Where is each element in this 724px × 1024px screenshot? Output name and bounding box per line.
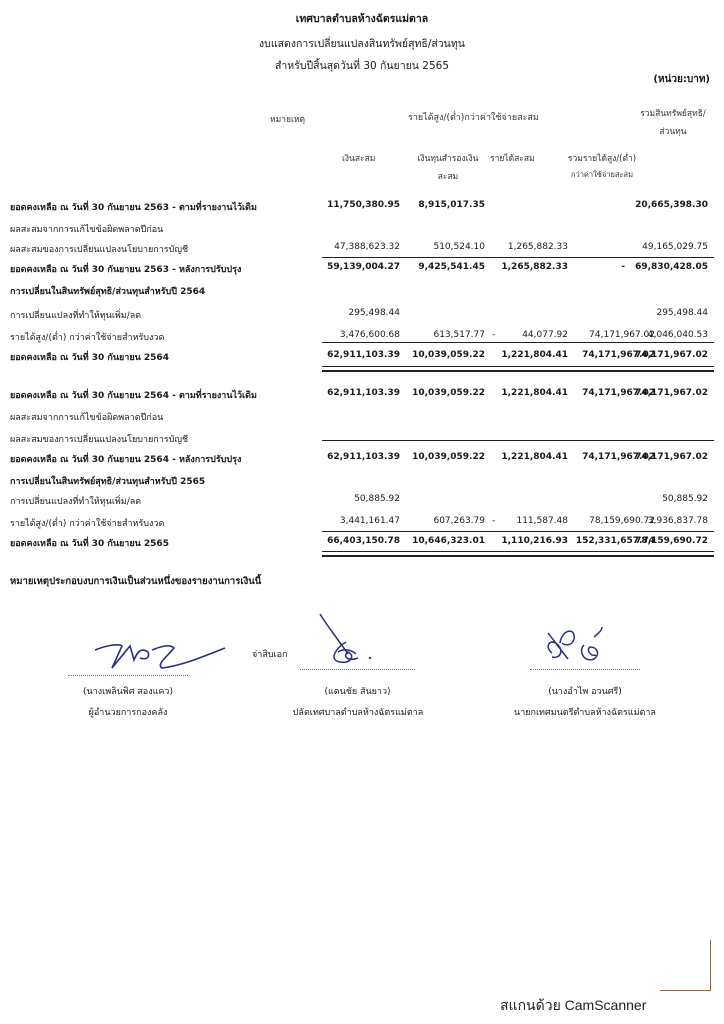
subtotal-rule	[322, 440, 714, 441]
cell-c1: 50,885.92	[354, 494, 400, 504]
row-label: ยอดคงเหลือ ณ วันที่ 30 กันยายน 2564	[10, 353, 169, 363]
row-label: การเปลี่ยนในสินทรัพย์สุทธิ/ส่วนทุนสำหรับปี 2564	[10, 287, 206, 297]
footnote: หมายเหตุประกอบงบการเงินเป็นส่วนหนึ่งของรายงานการเงินนี้	[10, 576, 262, 587]
cell-c5: 4,046,040.53	[647, 330, 708, 340]
signatory-3-name: (นางอำไพ อวนศรี)	[548, 687, 622, 697]
cell-c4: -	[621, 262, 625, 272]
col-c2-header-1: เงินทุนสำรองเงิน	[417, 154, 479, 164]
signature-line-2	[300, 669, 415, 670]
row-label: ยอดคงเหลือ ณ วันที่ 30 กันยายน 2564 - หลังการปรับปรุง	[10, 455, 242, 465]
cell-c1: 62,911,103.39	[327, 452, 400, 462]
row-label: รายได้สูง/(ต่ำ) กว่าค่าใช้จ่ายสำหรับงวด	[10, 519, 165, 529]
cell-c4: 74,171,967.02	[582, 388, 655, 398]
col-c2-header-2: สะสม	[437, 172, 459, 182]
cell-c5: 78,159,690.72	[635, 536, 708, 546]
cell-c5: 74,171,967.02	[635, 388, 708, 398]
cell-c3: 1,265,882.33	[501, 262, 568, 272]
row-label: ผลสะสมของการเปลี่ยนแปลงนโยบายการบัญชี	[10, 435, 189, 445]
cell-c3: 1,110,216.93	[501, 536, 568, 546]
cell-c3: 1,221,804.41	[501, 350, 568, 360]
signature-line-3	[530, 669, 640, 670]
cell-c3: 1,221,804.41	[501, 452, 568, 462]
signatory-2-name: (แดนชัย สันยาว)	[324, 687, 391, 697]
cell-c1: 11,750,380.95	[327, 200, 400, 210]
cell-c3: 44,077.92	[522, 330, 568, 340]
cell-c4: 78,159,690.72	[589, 516, 655, 526]
subtotal-rule	[322, 257, 714, 258]
row-label: ยอดคงเหลือ ณ วันที่ 30 กันยายน 2563 - ตามที่รายงานไว้เดิม	[10, 203, 257, 213]
cell-c5: 20,665,398.30	[635, 200, 708, 210]
col-c4-header-2: กว่าค่าใช้จ่ายสะสม	[570, 170, 634, 179]
cell-c4: 74,171,967.02	[582, 452, 655, 462]
row-label: การเปลี่ยนแปลงที่ทำให้ทุนเพิ่ม/ลด	[10, 311, 142, 321]
cell-c2: 10,646,323.01	[412, 536, 485, 546]
cell-c1: 3,476,600.68	[339, 330, 400, 340]
total-double-rule	[322, 366, 714, 372]
statement-title: งบแสดงการเปลี่ยนแปลงสินทรัพย์สุทธิ/ส่วนทุน	[259, 38, 465, 50]
cell-c3: 1,265,882.33	[507, 242, 568, 252]
cell-c1: 62,911,103.39	[327, 350, 400, 360]
row-label: การเปลี่ยนในสินทรัพย์สุทธิ/ส่วนทุนสำหรับปี 2565	[10, 477, 206, 487]
cell-c1: 66,403,150.78	[327, 536, 400, 546]
signatory-2-title: ปลัดเทศบาลตำบลห้างฉัตรแม่ตาล	[292, 708, 424, 718]
cell-c5: 3,936,837.78	[647, 516, 708, 526]
cell-c1: 47,388,623.32	[334, 242, 400, 252]
period-title: สำหรับปีสิ้นสุดวันที่ 30 กันยายน 2565	[274, 60, 449, 72]
cell-c1: 3,441,161.47	[339, 516, 400, 526]
col-total-header-1: รวมสินทรัพย์สุทธิ/	[640, 109, 706, 119]
scan-border	[660, 940, 711, 991]
cell-c2: 510,524.10	[433, 242, 485, 252]
cell-c2: 10,039,059.22	[412, 452, 485, 462]
col-group-header: รายได้สูง/(ต่ำ)กว่าค่าใช้จ่ายสะสม	[408, 113, 539, 123]
signatory-3-title: นายกเทศมนตรีตำบลห้างฉัตรแม่ตาล	[514, 708, 656, 718]
cell-c2: 9,425,541.45	[418, 262, 485, 272]
cell-c5: 49,165,029.75	[642, 242, 708, 252]
signature-2-image	[318, 612, 378, 667]
cell-c5: 74,171,967.02	[635, 452, 708, 462]
signature-1-image	[90, 630, 230, 675]
cell-c5: 295,498.44	[656, 308, 708, 318]
org-title: เทศบาลตำบลห้างฉัตรแม่ตาล	[295, 13, 429, 25]
cell-c4: 152,331,657.74	[575, 536, 655, 546]
signatory-2-rank: จ่าสิบเอก	[252, 650, 288, 660]
col-total-header-2: ส่วนทุน	[659, 127, 687, 137]
cell-c4: 74,171,967.02	[582, 350, 655, 360]
row-label: ผลสะสมจากการแก้ไขข้อผิดพลาดปีก่อน	[10, 225, 164, 235]
signature-line-1	[68, 675, 188, 676]
row-label: การเปลี่ยนแปลงที่ทำให้ทุนเพิ่ม/ลด	[10, 497, 142, 507]
cell-c1: 62,911,103.39	[327, 388, 400, 398]
cell-c2: 8,915,017.35	[418, 200, 485, 210]
signatory-1-title: ผู้อำนวยการกองคลัง	[88, 708, 168, 718]
col-c1-header: เงินสะสม	[342, 154, 376, 164]
row-label: ผลสะสมจากการแก้ไขข้อผิดพลาดปีก่อน	[10, 413, 164, 423]
total-double-rule	[322, 551, 714, 557]
cell-c2: 10,039,059.22	[412, 350, 485, 360]
cell-c5: 69,830,428.05	[635, 262, 708, 272]
cell-c5: 50,885.92	[662, 494, 708, 504]
cell-c2: 613,517.77	[433, 330, 485, 340]
col-c3-header: รายได้สะสม	[490, 154, 535, 164]
camscanner-watermark: สแกนด้วย CamScanner	[500, 997, 647, 1013]
row-label: รายได้สูง/(ต่ำ) กว่าค่าใช้จ่ายสำหรับงวด	[10, 333, 165, 343]
negative-sign: -	[492, 516, 496, 526]
row-label: ยอดคงเหลือ ณ วันที่ 30 กันยายน 2564 - ตามที่รายงานไว้เดิม	[10, 391, 257, 401]
subtotal-rule	[322, 342, 714, 343]
col-c4-header-1: รวมรายได้สูง/(ต่ำ)	[567, 154, 637, 164]
signature-3-image	[540, 623, 610, 665]
row-label: ผลสะสมของการเปลี่ยนแปลงนโยบายการบัญชี	[10, 245, 189, 255]
cell-c3: 111,587.48	[516, 516, 568, 526]
col-note-header: หมายเหตุ	[270, 115, 305, 125]
cell-c1: 295,498.44	[348, 308, 400, 318]
negative-sign: -	[492, 330, 496, 340]
row-label: ยอดคงเหลือ ณ วันที่ 30 กันยายน 2563 - หลังการปรับปรุง	[10, 265, 242, 275]
cell-c4: 74,171,967.02	[589, 330, 655, 340]
cell-c1: 59,139,004.27	[327, 262, 400, 272]
signatory-1-name: (นางเพลินพิศ สองแคว)	[83, 687, 173, 697]
cell-c5: 74,171,967.02	[635, 350, 708, 360]
unit-label: (หน่วย:บาท)	[653, 74, 710, 85]
subtotal-rule	[322, 531, 714, 532]
cell-c2: 10,039,059.22	[412, 388, 485, 398]
cell-c3: 1,221,804.41	[501, 388, 568, 398]
cell-c2: 607,263.79	[433, 516, 485, 526]
row-label: ยอดคงเหลือ ณ วันที่ 30 กันยายน 2565	[10, 539, 169, 549]
